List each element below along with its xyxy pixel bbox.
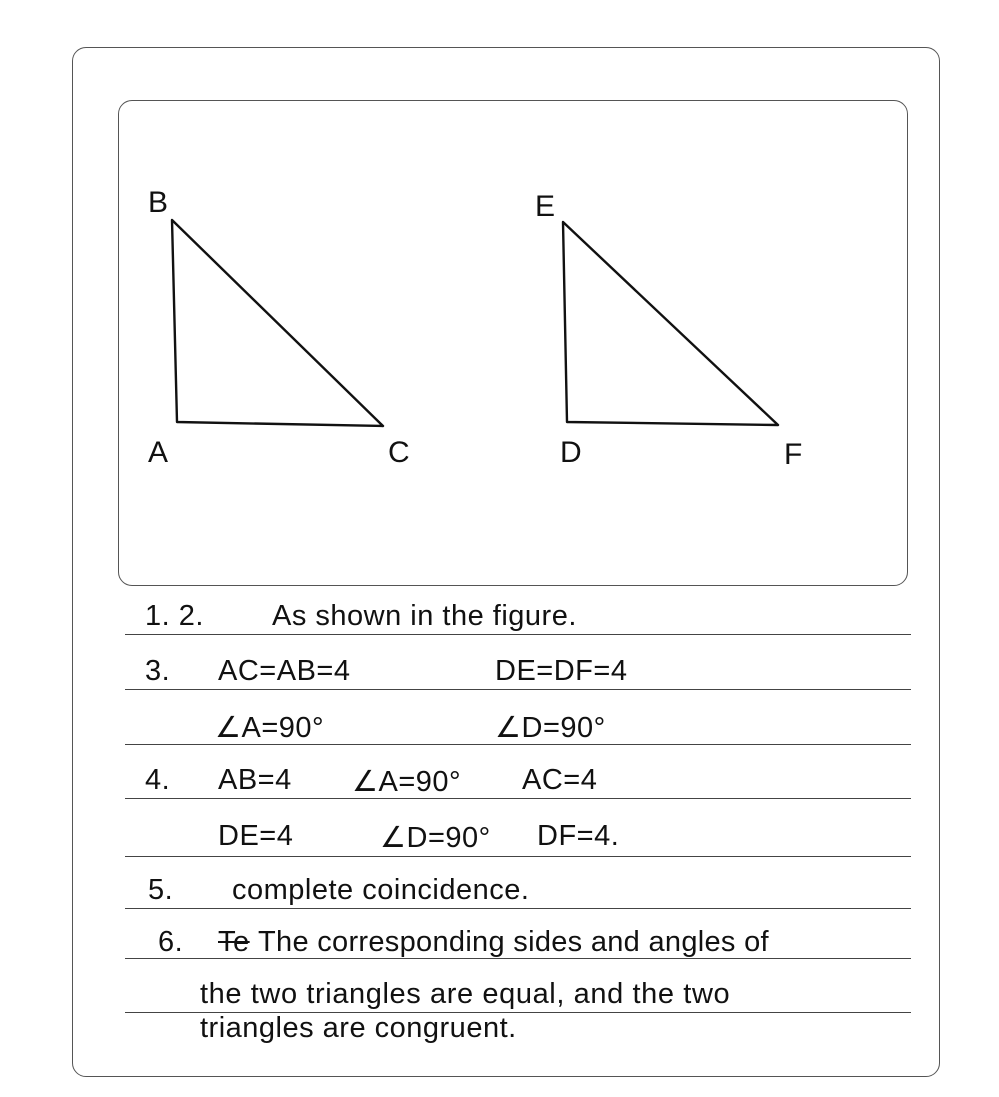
vertex-label-f: F [784,438,803,471]
answer-number: 4. [145,764,171,796]
ruled-line [125,689,911,690]
vertex-label-c: C [388,436,410,469]
vertex-label-b: B [148,186,169,219]
answer-number: 6. [158,926,184,958]
vertex-label-e: E [535,190,556,223]
answer-number: 1. 2. [145,600,204,632]
ruled-line [125,908,911,909]
answer-number: 3. [145,655,171,687]
answer-text: AC=4 [522,764,598,796]
answer-text: DF=4. [537,820,620,852]
answer-text: The corresponding sides and angles of [258,926,769,958]
answer-text: DE=4 [218,820,294,852]
vertex-label-a: A [148,436,169,469]
answer-text: ∠A=90° [215,712,325,744]
ruled-line [125,634,911,635]
ruled-line [125,798,911,799]
answer-text: DE=DF=4 [495,655,628,687]
triangle-def [563,222,778,425]
answer-text: ∠D=90° [380,822,491,854]
answer-text: AB=4 [218,764,292,796]
answer-text: As shown in the figure. [272,600,577,632]
answer-number: 5. [148,874,174,906]
triangle-abc [172,220,383,426]
answer-text: ∠A=90° [352,766,462,798]
ruled-line [125,856,911,857]
vertex-label-d: D [560,436,582,469]
crossed-out-text: Te [218,926,250,958]
answer-text: ∠D=90° [495,712,606,744]
answer-text: the two triangles are equal, and the two [200,978,731,1010]
answer-text: triangles are congruent. [200,1012,517,1044]
answer-text: AC=AB=4 [218,655,351,687]
answer-text: complete coincidence. [232,874,530,906]
